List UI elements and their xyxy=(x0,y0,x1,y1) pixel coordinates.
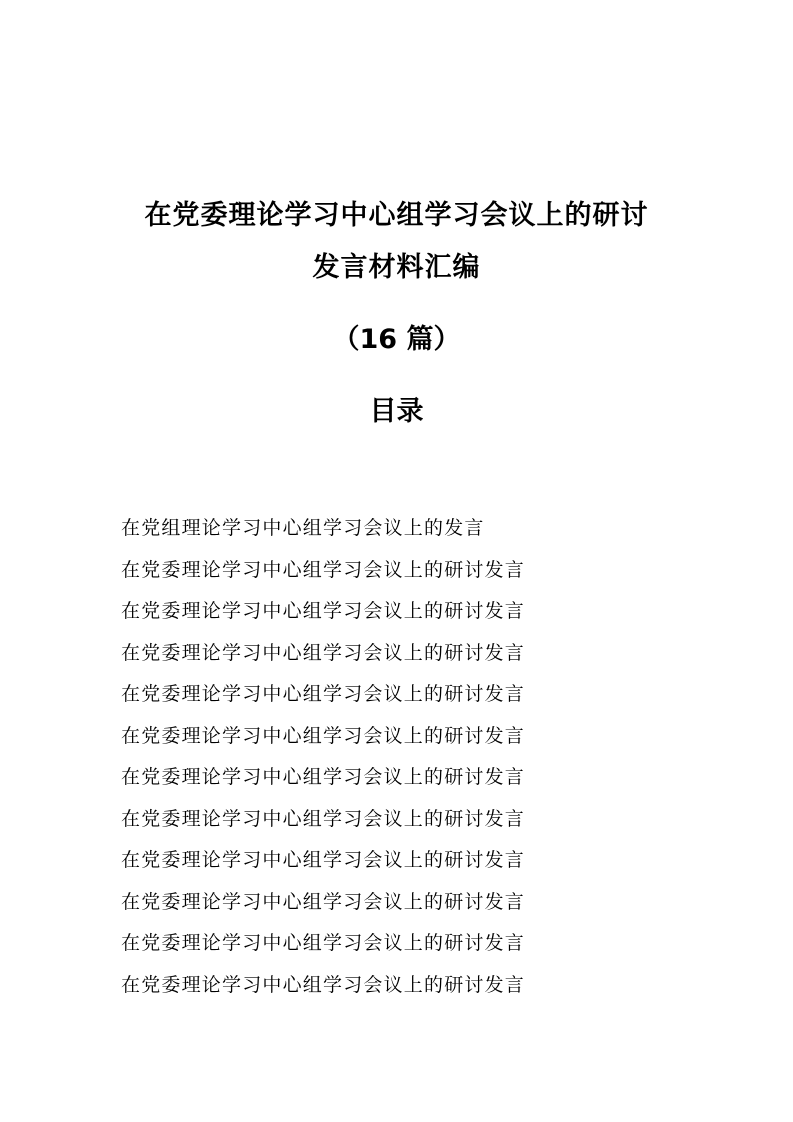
toc-item[interactable]: 在党委理论学习中心组学习会议上的研讨发言 xyxy=(121,973,526,996)
toc-item[interactable]: 在党委理论学习中心组学习会议上的研讨发言 xyxy=(121,683,526,705)
toc-item[interactable]: 在党委理论学习中心组学习会议上的研讨发言 xyxy=(121,724,526,747)
toc-item[interactable]: 在党委理论学习中心组学习会议上的研讨发言 xyxy=(121,890,526,913)
toc-item[interactable]: 在党委理论学习中心组学习会议上的研讨发言 xyxy=(121,932,526,954)
article-count: （16 篇） xyxy=(332,324,461,355)
toc-item[interactable]: 在党委理论学习中心组学习会议上的研讨发言 xyxy=(121,766,526,788)
toc-item[interactable]: 在党组理论学习中心组学习会议上的发言 xyxy=(121,517,485,539)
toc-item[interactable]: 在党委理论学习中心组学习会议上的研讨发言 xyxy=(121,558,526,581)
toc-item[interactable]: 在党委理论学习中心组学习会议上的研讨发言 xyxy=(121,849,526,871)
toc-list xyxy=(121,508,681,1006)
toc-item[interactable]: 在党委理论学习中心组学习会议上的研讨发言 xyxy=(121,807,526,830)
toc-item[interactable]: 在党委理论学习中心组学习会议上的研讨发言 xyxy=(121,600,526,622)
document-title-line2: 发言材料汇编 xyxy=(312,252,481,283)
document-title-line1: 在党委理论学习中心组学习会议上的研讨 xyxy=(144,200,649,231)
toc-heading: 目录 xyxy=(369,396,424,427)
toc-item[interactable]: 在党委理论学习中心组学习会议上的研讨发言 xyxy=(121,641,526,664)
